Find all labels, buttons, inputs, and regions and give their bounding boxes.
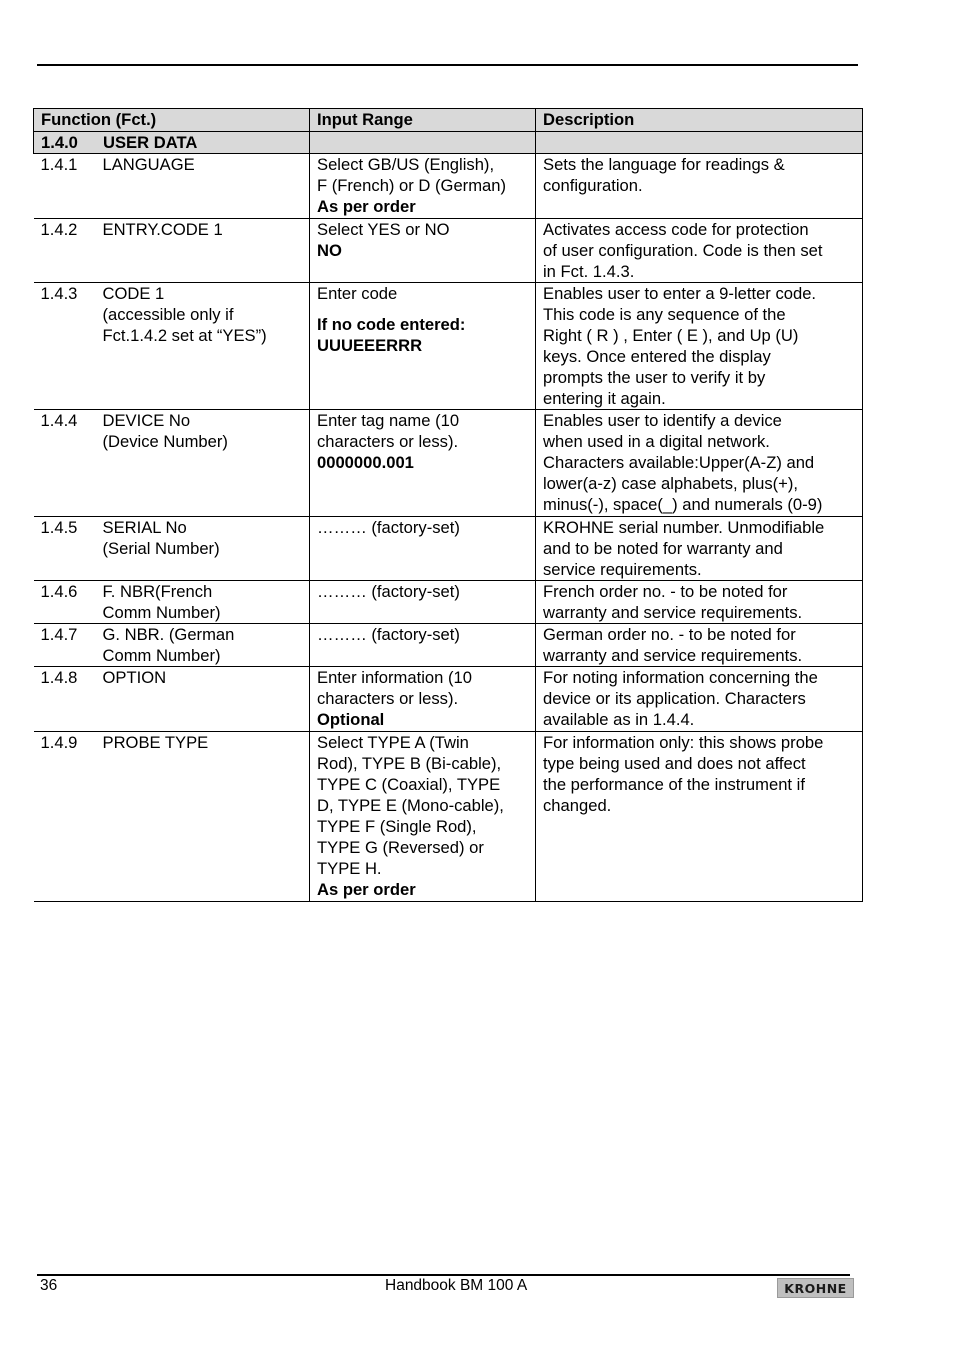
description-cell: [536, 581, 863, 624]
function-name: [103, 624, 299, 666]
krohne-logo: [777, 1278, 854, 1298]
description-cell: [536, 219, 863, 283]
description-line: KROHNE serial number. Unmodifiable: [543, 518, 825, 537]
input-range-line: Enter code: [317, 284, 398, 303]
description-cell: [536, 667, 863, 732]
function-name-line: LANGUAGE: [102, 155, 195, 174]
description-line: available as in 1.4.4.: [543, 710, 695, 729]
footer-rule: [37, 1274, 850, 1276]
header-description: Description: [536, 109, 863, 132]
function-cell: [34, 154, 310, 219]
function-name-line: PROBE TYPE: [102, 733, 209, 752]
input-range-cell: [310, 219, 536, 283]
section-row-user-data: [34, 132, 863, 154]
input-range-line: Select YES or NO: [317, 220, 450, 239]
function-number: 1.4.2: [40, 220, 78, 239]
description-line: French order no. - to be noted for: [543, 582, 788, 601]
function-name-line: Comm Number): [102, 603, 221, 622]
input-range-line: ……… (factory-set): [317, 518, 460, 537]
header-input-range: Input Range: [310, 109, 536, 132]
description-line: type being used and does not affect: [543, 754, 806, 773]
input-range-line: Select TYPE A (Twin: [317, 733, 469, 752]
input-range-line: TYPE G (Reversed) or: [317, 838, 484, 857]
description-line: device or its application. Characters: [543, 689, 806, 708]
table-row: [34, 410, 863, 517]
input-range-line: F (French) or D (German): [317, 176, 507, 195]
function-name: [103, 283, 299, 346]
input-range-line: TYPE C (Coaxial), TYPE: [317, 775, 501, 794]
function-name-line: G. NBR. (German: [102, 625, 235, 644]
description-line: entering it again.: [543, 389, 666, 408]
function-name-line: (Serial Number): [102, 539, 220, 558]
function-name-line: F. NBR(French: [102, 582, 213, 601]
function-name-line: (Device Number): [102, 432, 228, 451]
function-number: 1.4.9: [40, 733, 78, 752]
input-range-line: Rod), TYPE B (Bi-cable),: [317, 754, 502, 773]
description-line: Activates access code for protection: [543, 220, 809, 239]
description-line: German order no. - to be noted for: [543, 625, 796, 644]
input-range-line: Enter tag name (10: [317, 411, 460, 430]
function-name-line: ENTRY.CODE 1: [102, 220, 223, 239]
header-function: Function (Fct.): [34, 109, 310, 132]
function-cell: [34, 283, 310, 410]
input-range-cell: [310, 581, 536, 624]
table-row: [34, 667, 863, 732]
function-name-line: (accessible only if: [102, 305, 234, 324]
function-name: [103, 219, 299, 240]
input-range-line: characters or less).: [317, 689, 459, 708]
description-line: For information only: this shows probe: [543, 733, 824, 752]
input-default-value: If no code entered:: [317, 315, 466, 334]
function-name-line: Fct.1.4.2 set at “YES”): [102, 326, 267, 345]
function-table: [33, 108, 863, 902]
input-range-cell: [310, 283, 536, 410]
description-line: Characters available:Upper(A-Z) and: [543, 453, 815, 472]
input-range-line: TYPE H.: [317, 859, 382, 878]
description-line: lower(a-z) case alphabets, plus(+),: [543, 474, 799, 493]
function-name: [103, 667, 299, 688]
function-number: 1.4.4: [40, 411, 78, 430]
header-rule: [37, 64, 858, 66]
input-range-line: characters or less).: [317, 432, 459, 451]
function-name: [103, 517, 299, 559]
input-range-cell: [310, 732, 536, 902]
input-default-value: NO: [317, 241, 342, 260]
page-number: 36: [40, 1277, 58, 1294]
function-cell: [34, 667, 310, 732]
input-default-value: As per order: [317, 197, 416, 216]
description-cell: [536, 410, 863, 517]
description-line: Enables user to enter a 9-letter code.: [543, 284, 817, 303]
description-cell: [536, 283, 863, 410]
table-row: [34, 517, 863, 581]
function-name: [103, 732, 299, 753]
table-row: [34, 624, 863, 667]
input-range-cell: [310, 517, 536, 581]
description-line: warranty and service requirements.: [543, 603, 803, 622]
function-number: 1.4.8: [40, 668, 78, 687]
input-range-cell: [310, 410, 536, 517]
description-line: and to be noted for warranty and: [543, 539, 783, 558]
description-line: changed.: [543, 796, 612, 815]
description-line: warranty and service requirements.: [543, 646, 803, 665]
section-name: USER DATA: [103, 133, 198, 152]
input-range-cell: [310, 667, 536, 732]
function-number: 1.4.5: [40, 518, 78, 537]
input-default-value: 0000000.001: [317, 453, 414, 472]
table-row: [34, 283, 863, 410]
function-cell: [34, 624, 310, 667]
input-range-line: Enter information (10: [317, 668, 472, 687]
description-line: minus(-), space(_) and numerals (0-9): [543, 495, 823, 514]
table-row: [34, 219, 863, 283]
description-line: when used in a digital network.: [543, 432, 770, 451]
function-number: 1.4.6: [40, 582, 78, 601]
function-name: [103, 154, 299, 175]
description-line: This code is any sequence of the: [543, 305, 786, 324]
input-range-line: ……… (factory-set): [317, 625, 460, 644]
logo-text: KROHNE: [784, 1280, 847, 1296]
input-default-value: Optional: [317, 710, 385, 729]
spacer: [317, 304, 535, 314]
function-name-line: DEVICE No: [102, 411, 191, 430]
description-line: Enables user to identify a device: [543, 411, 782, 430]
input-range-cell: [310, 624, 536, 667]
description-line: For noting information concerning the: [543, 668, 818, 687]
description-cell: [536, 624, 863, 667]
function-cell: [34, 517, 310, 581]
input-range-line: Select GB/US (English),: [317, 155, 495, 174]
function-cell: [34, 732, 310, 902]
function-number: 1.4.3: [40, 284, 78, 303]
input-range-line: D, TYPE E (Mono-cable),: [317, 796, 504, 815]
input-range-line: TYPE F (Single Rod),: [317, 817, 477, 836]
function-cell: [34, 410, 310, 517]
description-line: in Fct. 1.4.3.: [543, 262, 635, 281]
description-cell: [536, 154, 863, 219]
function-number: 1.4.1: [40, 155, 78, 174]
input-range-cell: [310, 154, 536, 219]
description-line: prompts the user to verify it by: [543, 368, 766, 387]
function-name-line: Comm Number): [102, 646, 221, 665]
table-row: [34, 732, 863, 902]
function-name-line: SERIAL No: [102, 518, 187, 537]
description-line: configuration.: [543, 176, 643, 195]
function-name: [103, 410, 299, 452]
table-header-row: [34, 109, 863, 132]
input-range-line: ……… (factory-set): [317, 582, 460, 601]
function-name-line: CODE 1: [102, 284, 165, 303]
description-cell: [536, 732, 863, 902]
description-line: the performance of the instrument if: [543, 775, 805, 794]
table-row: [34, 581, 863, 624]
input-default-value: UUUEEERRR: [317, 336, 423, 355]
description-line: service requirements.: [543, 560, 702, 579]
description-line: Sets the language for readings &: [543, 155, 785, 174]
function-cell: [34, 219, 310, 283]
handbook-title: Handbook BM 100 A: [385, 1277, 528, 1294]
table-row: [34, 154, 863, 219]
description-cell: [536, 517, 863, 581]
section-number: 1.4.0: [41, 133, 78, 152]
input-default-value: As per order: [317, 880, 416, 899]
function-number: 1.4.7: [40, 625, 78, 644]
function-name-line: OPTION: [102, 668, 167, 687]
description-line: keys. Once entered the display: [543, 347, 771, 366]
function-name: [103, 581, 299, 623]
description-line: of user configuration. Code is then set: [543, 241, 823, 260]
description-line: Right ( R ) , Enter ( E ), and Up (U): [543, 326, 799, 345]
function-cell: [34, 581, 310, 624]
